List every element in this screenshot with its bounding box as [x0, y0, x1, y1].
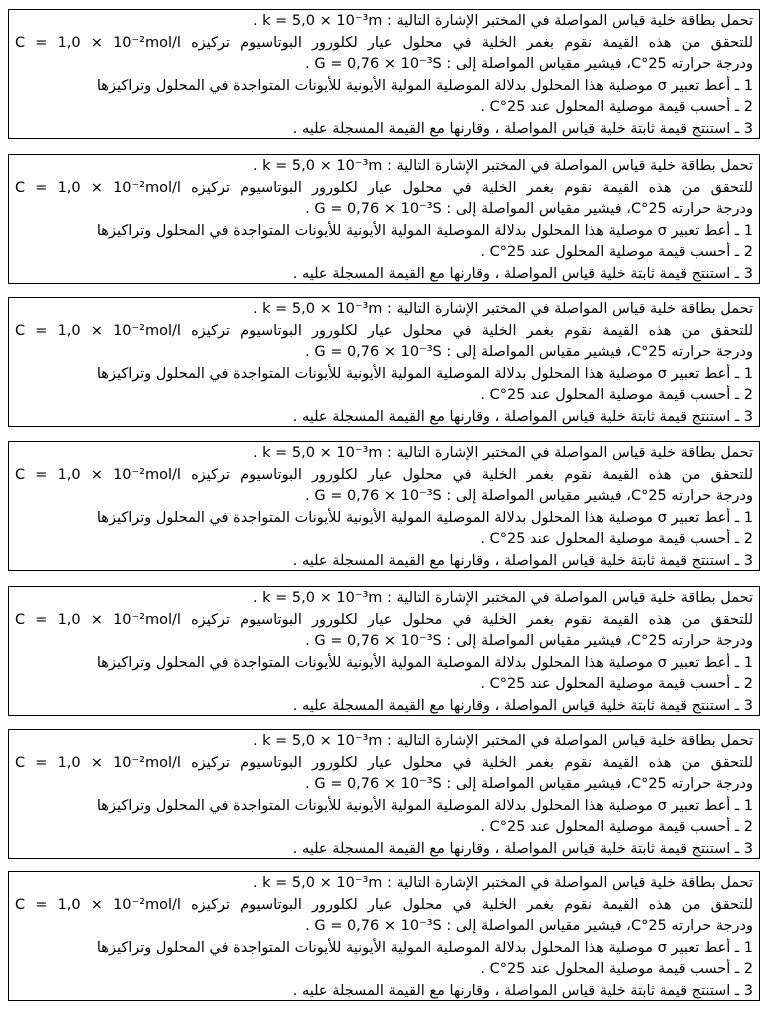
exercise-line-1: تحمل بطاقة خلية قياس المواصلة في المختبر الإشارة التالية : k = 5,0 × 10⁻³m . [252, 445, 753, 461]
exercise-line-1: تحمل بطاقة خلية قياس المواصلة في المختبر الإشارة التالية : k = 5,0 × 10⁻³m . [252, 733, 753, 749]
exercise-line-1: تحمل بطاقة خلية قياس المواصلة في المختبر الإشارة التالية : k = 5,0 × 10⁻³m . [252, 301, 753, 317]
question-3: 3 ـ استنتج قيمة ثابتة خلية قياس المواصلة ، وقارنها مع القيمة المسجلة عليه . [292, 265, 753, 282]
question-1: 1 ـ أعط تعبير σ موصلية هذا المحلول بدلالة الموصلية المولية الأيونية للأيونات المتواجدة في المحلول وتراكيزها [96, 939, 753, 956]
exercise-line-2: للتحقق من هذه القيمة نقوم بغمر الخلية في محلول عيار لكلورور البوتاسيوم تركيزه C = 1,0 × 10⁻²mol/l [15, 611, 753, 628]
exercise-box-2 [8, 154, 760, 284]
exercise-line-2: للتحقق من هذه القيمة نقوم بغمر الخلية في محلول عيار لكلورور البوتاسيوم تركيزه C = 1,0 × 10⁻²mol/l [15, 896, 753, 913]
exercise-line-1: تحمل بطاقة خلية قياس المواصلة في المختبر الإشارة التالية : k = 5,0 × 10⁻³m . [252, 875, 753, 891]
exercise-box-3 [8, 297, 760, 427]
exercise-line-2: للتحقق من هذه القيمة نقوم بغمر الخلية في محلول عيار لكلورور البوتاسيوم تركيزه C = 1,0 × 10⁻²mol/l [15, 754, 753, 771]
exercise-line-3: ودرجة حرارته 25°C، فيشير مقياس المواصلة إلى : G = 0,76 × 10⁻³S . [305, 776, 753, 792]
question-2: 2 ـ أحسب قيمة موصلية المحلول عند 25°C . [480, 531, 753, 547]
exercise-line-2: للتحقق من هذه القيمة نقوم بغمر الخلية في محلول عيار لكلورور البوتاسيوم تركيزه C = 1,0 × 10⁻²mol/l [15, 322, 753, 339]
exercise-line-2: للتحقق من هذه القيمة نقوم بغمر الخلية في محلول عيار لكلورور البوتاسيوم تركيزه C = 1,0 × 10⁻²mol/l [15, 179, 753, 196]
exercise-line-3: ودرجة حرارته 25°C، فيشير مقياس المواصلة إلى : G = 0,76 × 10⁻³S . [305, 344, 753, 360]
exercise-line-3: ودرجة حرارته 25°C، فيشير مقياس المواصلة إلى : G = 0,76 × 10⁻³S . [305, 56, 753, 72]
question-3: 3 ـ استنتج قيمة ثابتة خلية قياس المواصلة ، وقارنها مع القيمة المسجلة عليه . [292, 120, 753, 137]
question-1: 1 ـ أعط تعبير σ موصلية هذا المحلول بدلالة الموصلية المولية الأيونية للأيونات المتواجدة في المحلول وتراكيزها [96, 654, 753, 671]
exercise-line-1: تحمل بطاقة خلية قياس المواصلة في المختبر الإشارة التالية : k = 5,0 × 10⁻³m . [252, 590, 753, 606]
question-2: 2 ـ أحسب قيمة موصلية المحلول عند 25°C . [480, 99, 753, 115]
question-1: 1 ـ أعط تعبير σ موصلية هذا المحلول بدلالة الموصلية المولية الأيونية للأيونات المتواجدة في المحلول وتراكيزها [96, 222, 753, 239]
exercise-line-3: ودرجة حرارته 25°C، فيشير مقياس المواصلة إلى : G = 0,76 × 10⁻³S . [305, 918, 753, 934]
exercise-line-1: تحمل بطاقة خلية قياس المواصلة في المختبر الإشارة التالية : k = 5,0 × 10⁻³m . [252, 13, 753, 29]
question-2: 2 ـ أحسب قيمة موصلية المحلول عند 25°C . [480, 244, 753, 260]
question-1: 1 ـ أعط تعبير σ موصلية هذا المحلول بدلالة الموصلية المولية الأيونية للأيونات المتواجدة في المحلول وتراكيزها [96, 365, 753, 382]
question-3: 3 ـ استنتج قيمة ثابتة خلية قياس المواصلة ، وقارنها مع القيمة المسجلة عليه . [292, 697, 753, 714]
question-3: 3 ـ استنتج قيمة ثابتة خلية قياس المواصلة ، وقارنها مع القيمة المسجلة عليه . [292, 408, 753, 425]
exercise-box-1 [8, 9, 760, 139]
exercise-box-4 [8, 441, 760, 571]
question-3: 3 ـ استنتج قيمة ثابتة خلية قياس المواصلة ، وقارنها مع القيمة المسجلة عليه . [292, 982, 753, 999]
exercise-line-3: ودرجة حرارته 25°C، فيشير مقياس المواصلة إلى : G = 0,76 × 10⁻³S . [305, 633, 753, 649]
exercise-box-7 [8, 871, 760, 1001]
exercise-line-1: تحمل بطاقة خلية قياس المواصلة في المختبر الإشارة التالية : k = 5,0 × 10⁻³m . [252, 158, 753, 174]
question-1: 1 ـ أعط تعبير σ موصلية هذا المحلول بدلالة الموصلية المولية الأيونية للأيونات المتواجدة في المحلول وتراكيزها [96, 77, 753, 94]
exercise-box-5 [8, 586, 760, 716]
exercise-line-3: ودرجة حرارته 25°C، فيشير مقياس المواصلة إلى : G = 0,76 × 10⁻³S . [305, 488, 753, 504]
exercise-line-2: للتحقق من هذه القيمة نقوم بغمر الخلية في محلول عيار لكلورور البوتاسيوم تركيزه C = 1,0 × 10⁻²mol/l [15, 466, 753, 483]
exercise-box-6 [8, 729, 760, 859]
question-2: 2 ـ أحسب قيمة موصلية المحلول عند 25°C . [480, 819, 753, 835]
exercise-line-3: ودرجة حرارته 25°C، فيشير مقياس المواصلة إلى : G = 0,76 × 10⁻³S . [305, 201, 753, 217]
question-1: 1 ـ أعط تعبير σ موصلية هذا المحلول بدلالة الموصلية المولية الأيونية للأيونات المتواجدة في المحلول وتراكيزها [96, 797, 753, 814]
question-2: 2 ـ أحسب قيمة موصلية المحلول عند 25°C . [480, 676, 753, 692]
question-1: 1 ـ أعط تعبير σ موصلية هذا المحلول بدلالة الموصلية المولية الأيونية للأيونات المتواجدة في المحلول وتراكيزها [96, 509, 753, 526]
question-2: 2 ـ أحسب قيمة موصلية المحلول عند 25°C . [480, 387, 753, 403]
question-2: 2 ـ أحسب قيمة موصلية المحلول عند 25°C . [480, 961, 753, 977]
question-3: 3 ـ استنتج قيمة ثابتة خلية قياس المواصلة ، وقارنها مع القيمة المسجلة عليه . [292, 840, 753, 857]
exercise-line-2: للتحقق من هذه القيمة نقوم بغمر الخلية في محلول عيار لكلورور البوتاسيوم تركيزه C = 1,0 × 10⁻²mol/l [15, 34, 753, 51]
question-3: 3 ـ استنتج قيمة ثابتة خلية قياس المواصلة ، وقارنها مع القيمة المسجلة عليه . [292, 552, 753, 569]
